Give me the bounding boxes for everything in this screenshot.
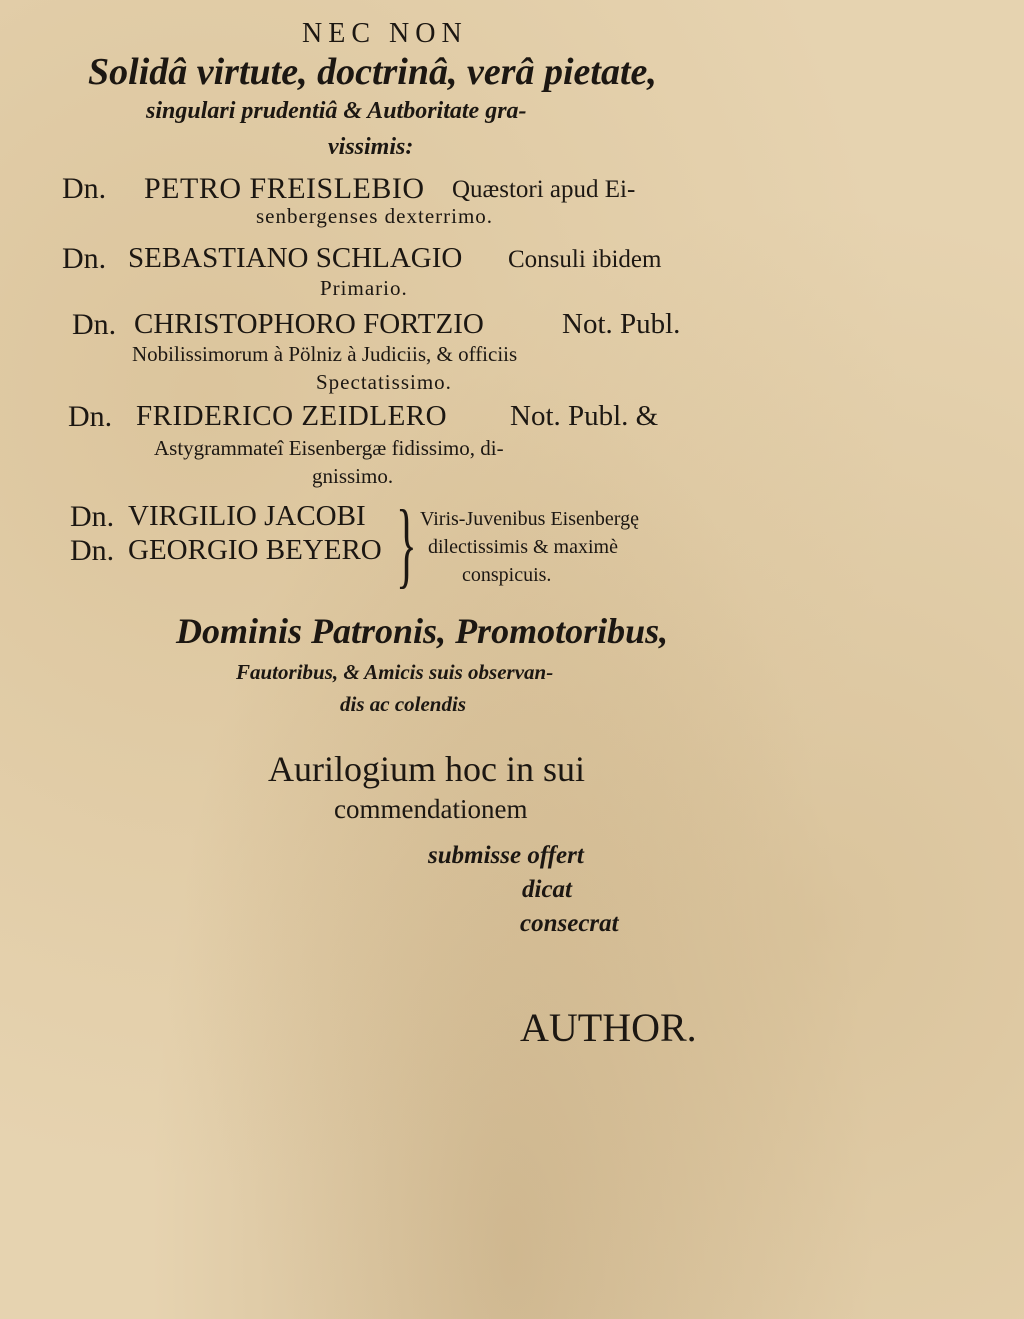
dedicatee-1-line1: Quæstori apud Ei-	[452, 176, 636, 203]
author-signature: AUTHOR.	[520, 1005, 697, 1050]
offering-verb-3: consecrat	[520, 910, 619, 937]
offering-line-1: Aurilogium hoc in sui	[268, 749, 585, 789]
dedicatee-3-line3: Spectatissimo.	[316, 370, 452, 394]
dedicatee-2-name: SEBASTIANO SCHLAGIO	[128, 242, 463, 274]
brace-symbol: }	[396, 490, 417, 597]
offering-line-2: commendationem	[334, 794, 528, 824]
virtues-line-3: vissimis:	[328, 134, 414, 160]
pair-desc-line3: conspicuis.	[462, 564, 552, 586]
pair-desc-line1: Viris-Juvenibus Eisenbergę	[420, 508, 639, 530]
dedicatee-1-line2: senbergenses dexterrimo.	[256, 204, 494, 228]
dedicatee-3-line1: Not. Publ.	[562, 308, 681, 340]
dedicatee-1-title: Dn.	[62, 172, 107, 205]
dedicatee-3-title: Dn.	[72, 308, 117, 341]
pair-first-title: Dn.	[70, 500, 115, 533]
offering-verb-1: submisse offert	[428, 842, 584, 869]
patrons-line-3: dis ac colendis	[340, 692, 466, 716]
dedicatee-4-name: FRIDERICO ZEIDLERO	[136, 400, 448, 432]
pair-desc-line2: dilectissimis & maximè	[428, 536, 618, 558]
dedicatee-3-line2: Nobilissimorum à Pölniz à Judiciis, & officiis	[132, 342, 518, 366]
offering-verb-2: dicat	[522, 876, 572, 903]
pair-second-name: GEORGIO BEYERO	[128, 534, 382, 566]
dedicatee-4-line3: gnissimo.	[312, 464, 394, 488]
nec-non-heading: NEC NON	[302, 18, 468, 49]
pair-second-title: Dn.	[70, 534, 115, 567]
dedicatee-3-name: CHRISTOPHORO FORTZIO	[134, 308, 484, 340]
virtues-line-1: Solidâ virtute, doctrinâ, verâ pietate,	[88, 51, 657, 93]
pair-first-name: VIRGILIO JACOBI	[128, 500, 366, 532]
dedicatee-1-name: PETRO FREISLEBIO	[144, 172, 425, 205]
dedicatee-4-title: Dn.	[68, 400, 113, 433]
patrons-line-2: Fautoribus, & Amicis suis observan-	[236, 660, 554, 684]
dedicatee-2-line1: Consuli ibidem	[508, 246, 662, 273]
patrons-line-1: Dominis Patronis, Promotoribus,	[176, 611, 669, 651]
dedicatee-4-line1: Not. Publ. &	[510, 400, 659, 432]
dedicatee-2-line2: Primario.	[320, 276, 408, 300]
virtues-line-2: singulari prudentiâ & Autboritate gra-	[146, 98, 527, 124]
dedicatee-4-line2: Astygrammateî Eisenbergæ fidissimo, di-	[154, 436, 504, 460]
dedicatee-2-title: Dn.	[62, 242, 107, 275]
